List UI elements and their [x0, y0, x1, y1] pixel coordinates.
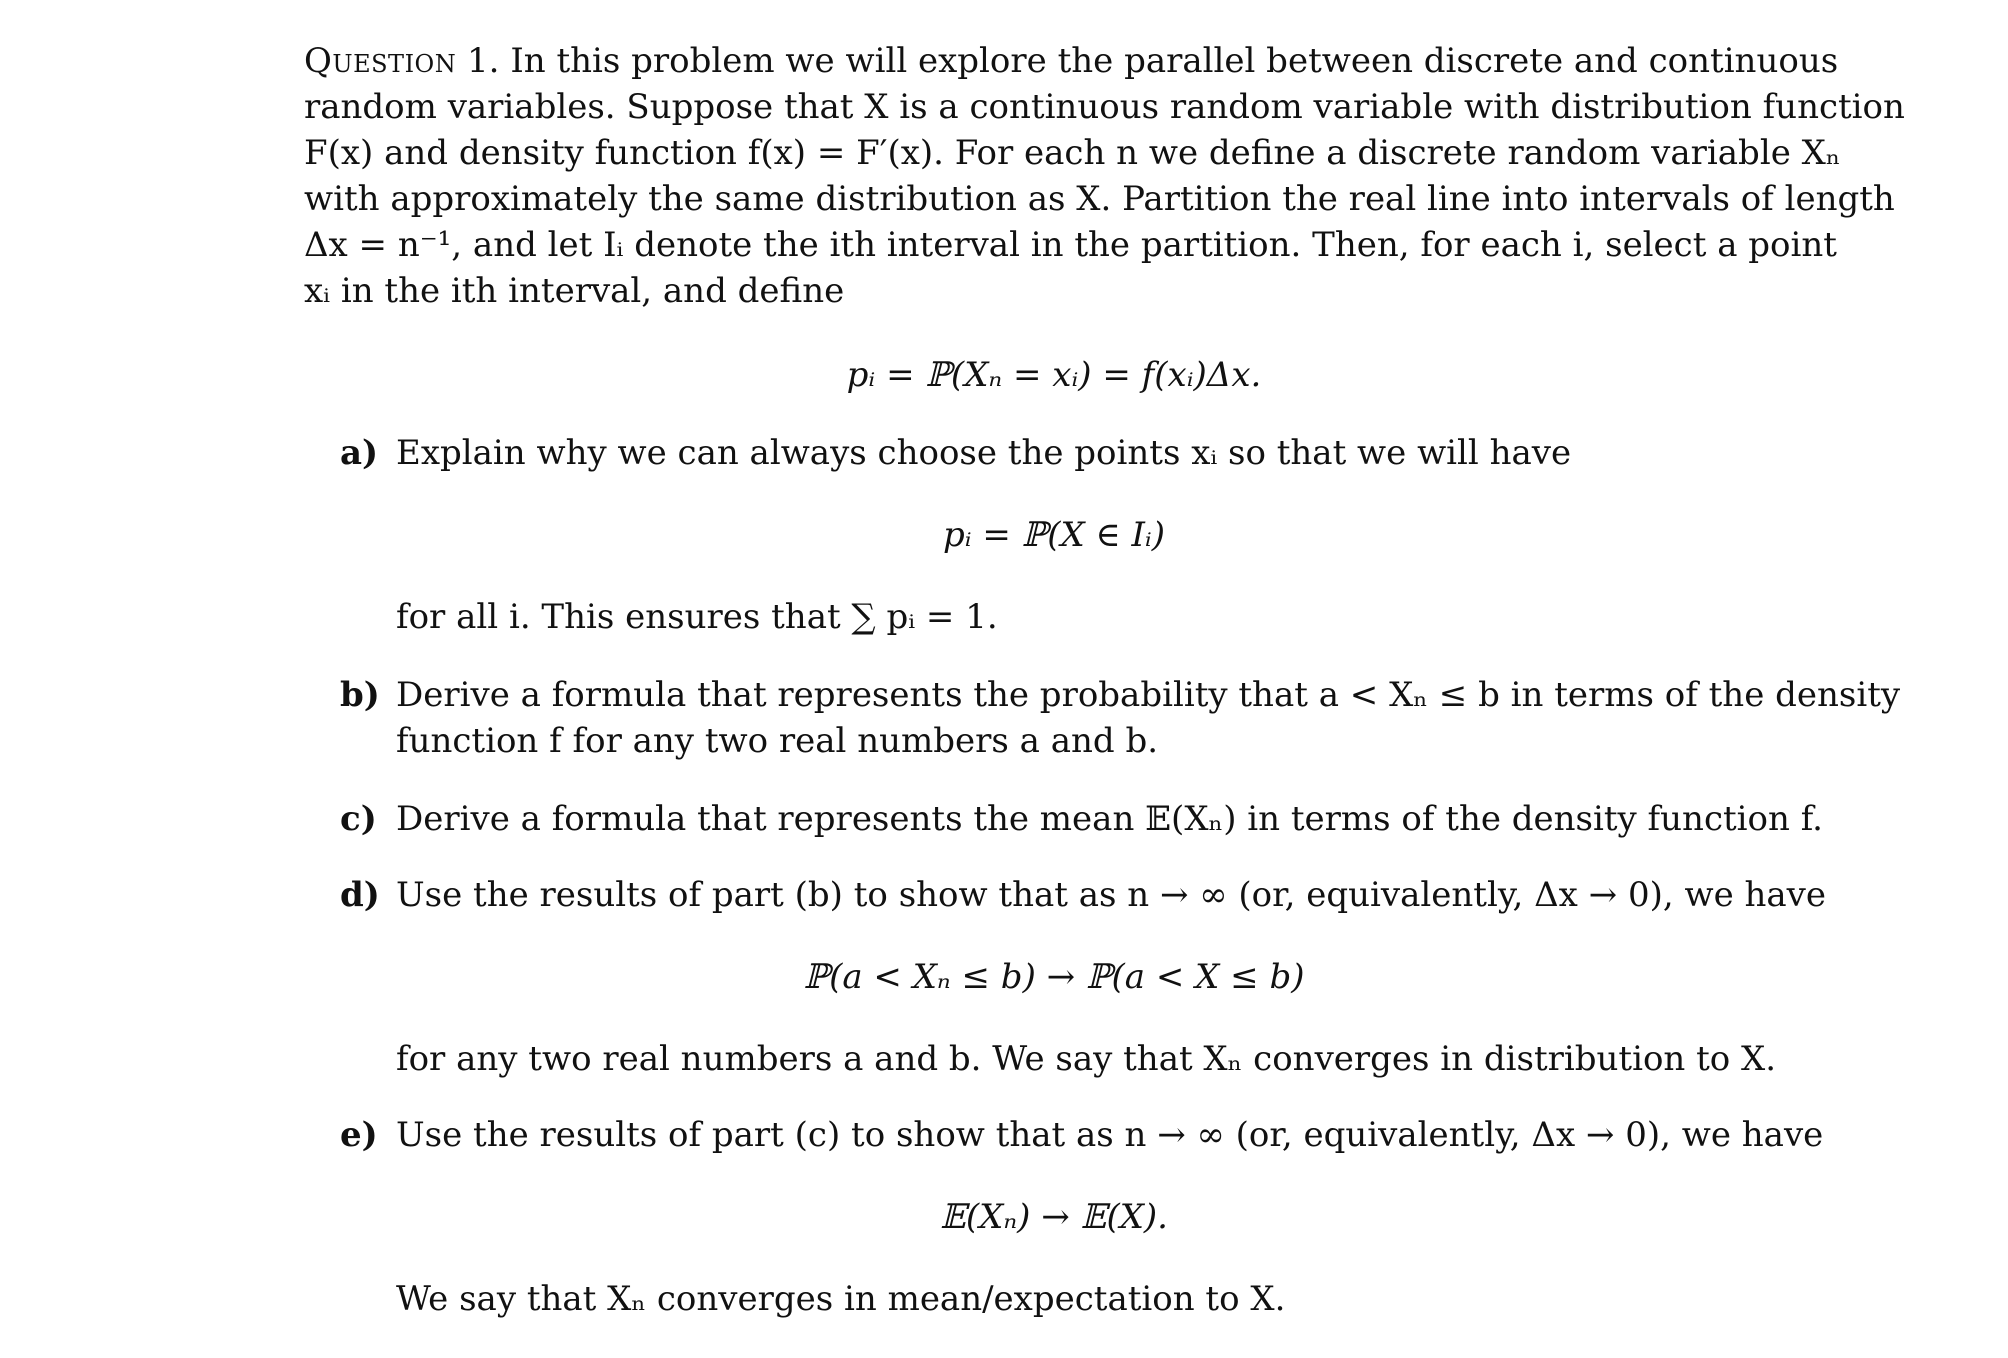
- part-d-label: d): [340, 875, 380, 915]
- intro-line-6: xᵢ in the ith interval, and define: [304, 271, 845, 311]
- part-b-label: b): [340, 675, 380, 715]
- part-c-label: c): [340, 799, 377, 839]
- part-e-label: e): [340, 1115, 378, 1155]
- part-e-text: Use the results of part (c) to show that as n → ∞ (or, equivalently, Δx → 0), we have: [396, 1115, 1824, 1155]
- part-d-text: Use the results of part (b) to show that as n → ∞ (or, equivalently, Δx → 0), we have: [396, 875, 1826, 915]
- intro-line-4: with approximately the same distribution as X. Partition the real line into intervals of length: [304, 179, 1895, 219]
- part-a-after: for all i. This ensures that ∑ pᵢ = 1.: [396, 597, 998, 637]
- part-e-after: We say that Xₙ converges in mean/expectation to X.: [396, 1279, 1286, 1319]
- part-d-after: for any two real numbers a and b. We say that Xₙ converges in distribution to X.: [396, 1039, 1777, 1079]
- question-label: Question: [304, 41, 457, 81]
- intro-text-1: In this problem we will explore the parallel between discrete and continuous: [510, 41, 1839, 81]
- intro-line-2: random variables. Suppose that X is a continuous random variable with distribution function: [304, 87, 1905, 127]
- part-a-equation: pᵢ = ℙ(X ∈ Iᵢ): [942, 515, 1166, 555]
- part-e-equation: 𝔼(Xₙ) → 𝔼(X).: [940, 1197, 1168, 1237]
- equation-pi-definition: pᵢ = ℙ(Xₙ = xᵢ) = f(xᵢ)Δx.: [846, 355, 1262, 395]
- part-b-line-2: function f for any two real numbers a and b.: [396, 721, 1159, 761]
- question-number: 1.: [467, 41, 500, 81]
- part-d-equation: ℙ(a < Xₙ ≤ b) → ℙ(a < X ≤ b): [803, 957, 1305, 997]
- part-a-text: Explain why we can always choose the points xᵢ so that we will have: [396, 433, 1572, 473]
- intro-line-3: F(x) and density function f(x) = F′(x). For each n we define a discrete random variable Xₙ: [304, 133, 1841, 173]
- part-b-line-1: Derive a formula that represents the probability that a < Xₙ ≤ b in terms of the density: [396, 675, 1901, 715]
- part-c-text: Derive a formula that represents the mean 𝔼(Xₙ) in terms of the density function f.: [396, 799, 1823, 839]
- part-a-label: a): [340, 433, 379, 473]
- intro-line-1: [304, 38, 1839, 84]
- intro-line-5: Δx = n⁻¹, and let Iᵢ denote the ith interval in the partition. Then, for each i, select a point: [304, 225, 1837, 265]
